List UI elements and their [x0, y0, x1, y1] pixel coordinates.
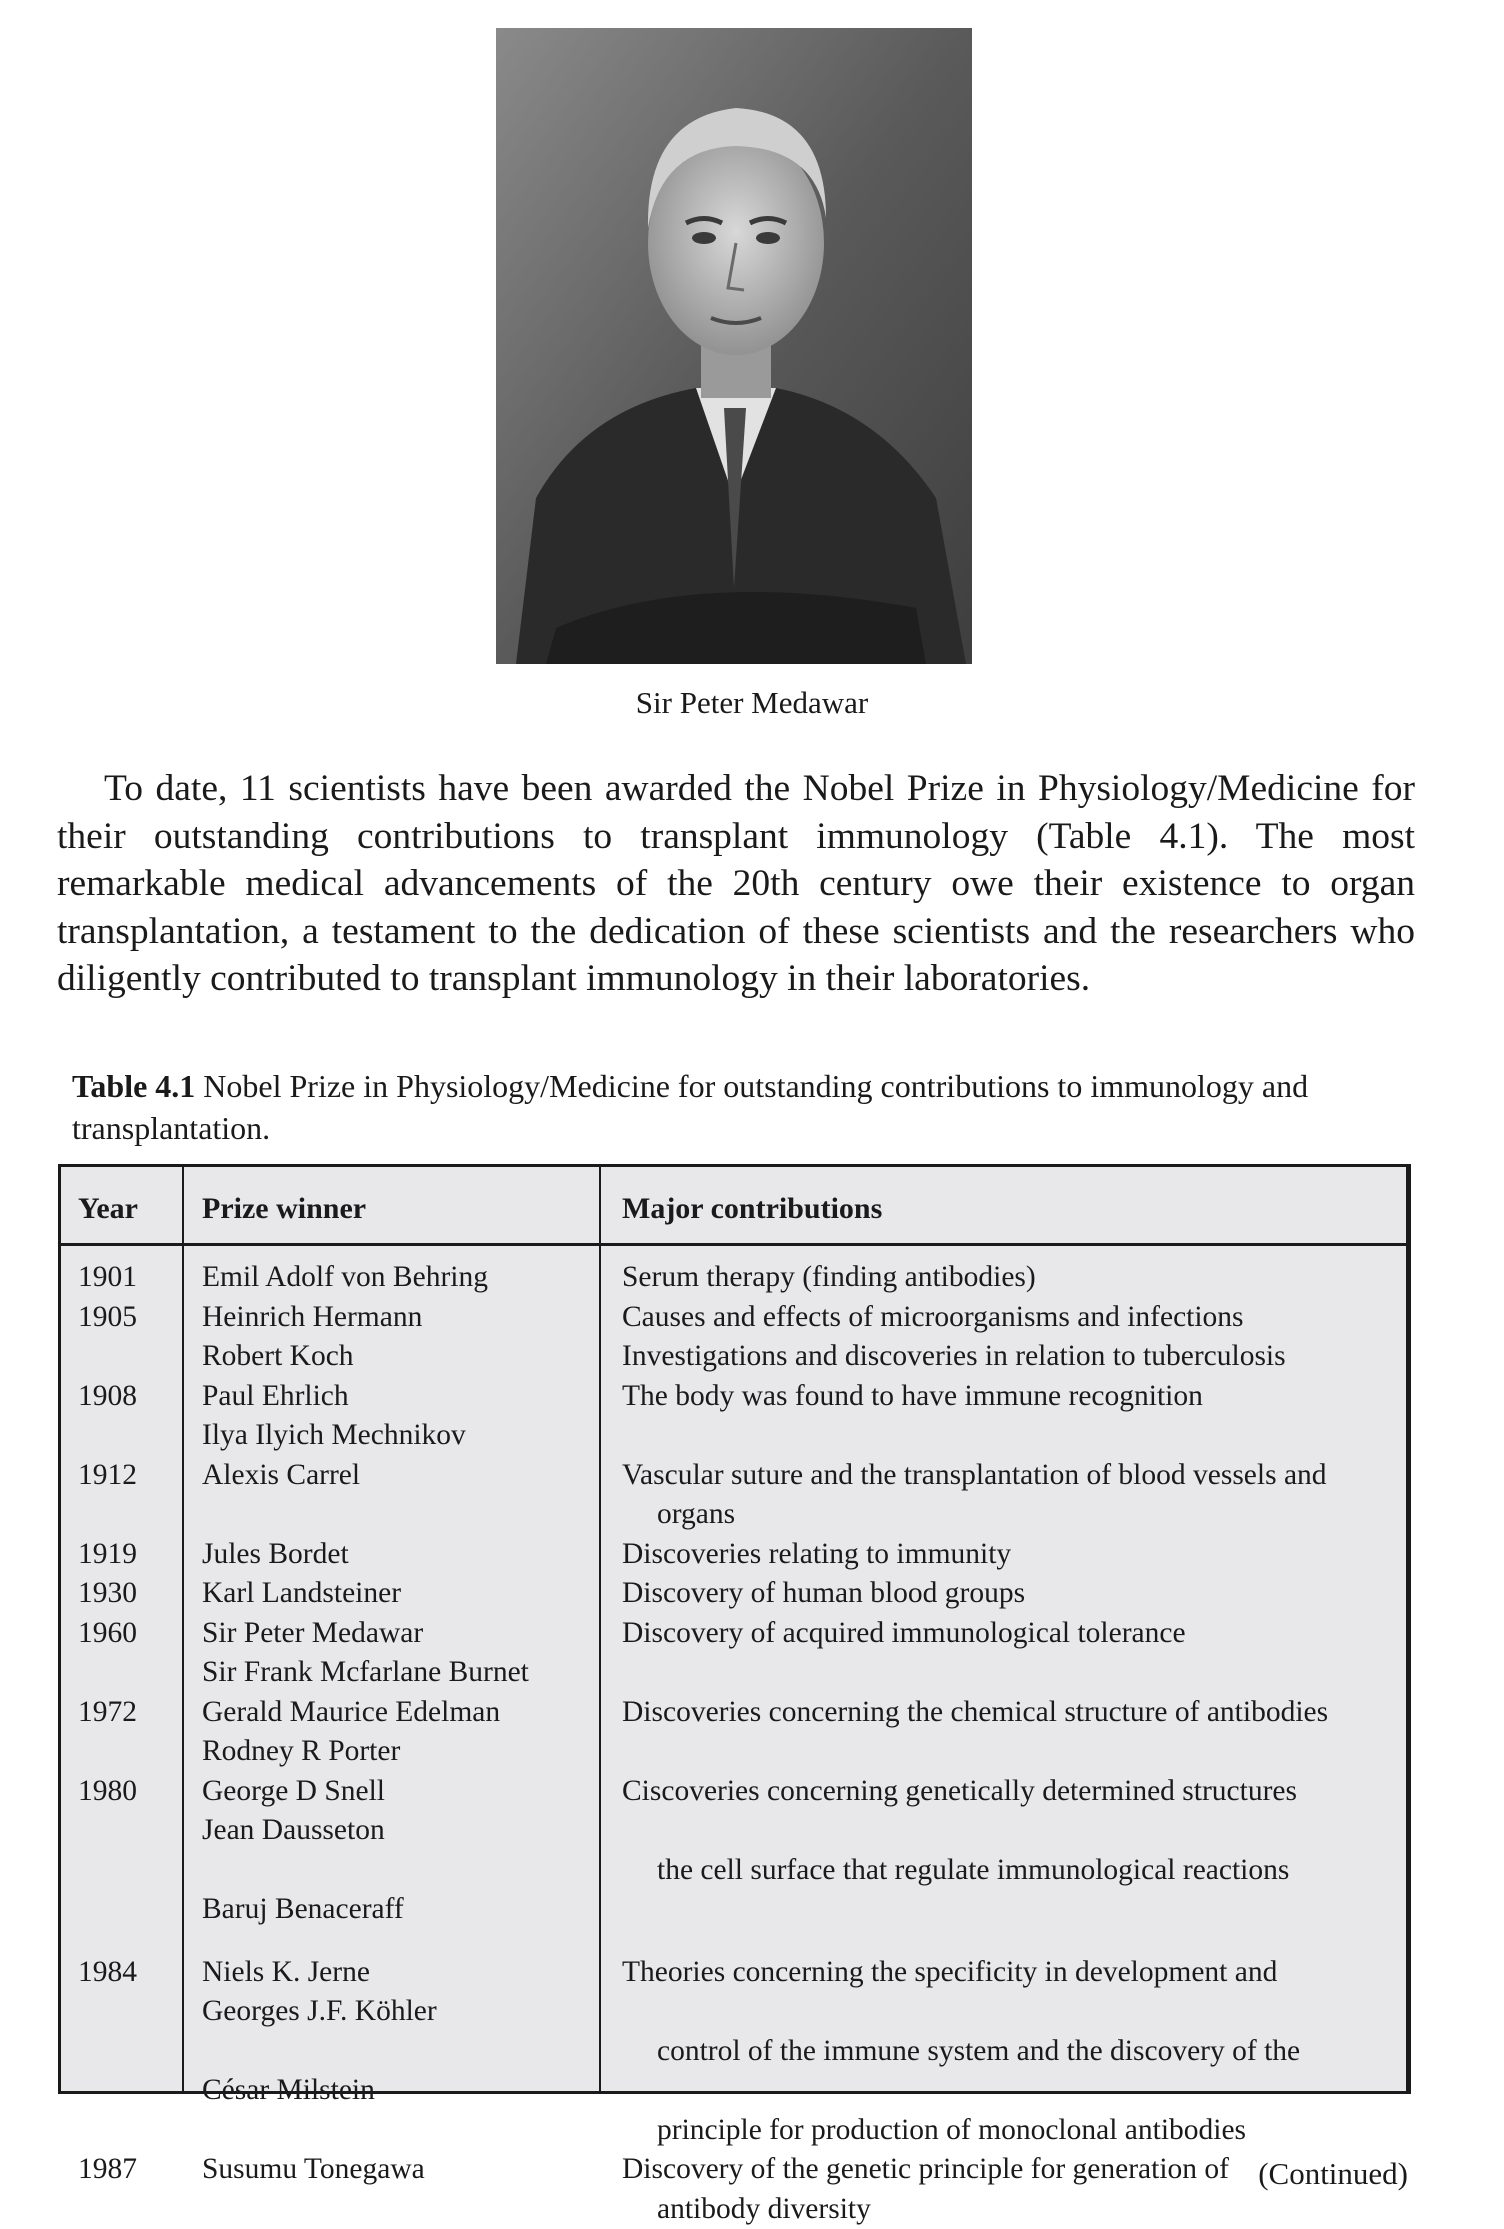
- table-row: [61, 1574, 1406, 1614]
- cell-major-contributions: [622, 1337, 1406, 1377]
- cell-major-contributions: [622, 1377, 1406, 1417]
- table-row: [61, 1693, 1406, 1733]
- cell-major-contributions: [622, 1416, 1406, 1456]
- contribution-line: Ciscoveries concerning genetically determined structures: [622, 1772, 1396, 1812]
- continued-note: (Continued): [1258, 2155, 1408, 2193]
- contribution-line: antibody diversity: [622, 2190, 1396, 2229]
- cell-year: 1919: [78, 1535, 137, 1575]
- contribution-line: Discovery of the genetic principle for generation of: [622, 2150, 1396, 2190]
- contribution-line: [622, 1890, 1396, 1930]
- cell-major-contributions: [622, 1732, 1406, 1772]
- table-row: [61, 1377, 1406, 1417]
- cell-prize-winner: Niels K. Jerne: [202, 1953, 370, 1993]
- contribution-line: Discoveries relating to immunity: [622, 1535, 1396, 1575]
- portrait-illustration: [496, 28, 972, 664]
- cell-prize-winner: Emil Adolf von Behring: [202, 1258, 488, 1298]
- cell-prize-winner: César Milstein: [202, 2071, 375, 2111]
- contribution-line: Theories concerning the specificity in development and: [622, 1953, 1396, 1993]
- table-row: [61, 1337, 1406, 1377]
- table-body: [61, 1258, 1406, 2229]
- cell-prize-winner: Susumu Tonegawa: [202, 2150, 425, 2190]
- contribution-line: The body was found to have immune recognition: [622, 1377, 1396, 1417]
- table-row: [61, 2071, 1406, 2150]
- table-row: [61, 1992, 1406, 2071]
- cell-year: 1960: [78, 1614, 137, 1654]
- cell-prize-winner: Karl Landsteiner: [202, 1574, 401, 1614]
- cell-major-contributions: [622, 2071, 1406, 2150]
- cell-prize-winner: Gerald Maurice Edelman: [202, 1693, 500, 1733]
- header-major-contributions: Major contributions: [622, 1191, 882, 1227]
- contribution-line: Causes and effects of microorganisms and infections: [622, 1298, 1396, 1338]
- cell-prize-winner: Rodney R Porter: [202, 1732, 400, 1772]
- table-row: [61, 1535, 1406, 1575]
- cell-prize-winner: Sir Peter Medawar: [202, 1614, 423, 1654]
- header-prize-winner: Prize winner: [202, 1191, 366, 1227]
- contribution-line: [622, 2071, 1396, 2111]
- table-title: Nobel Prize in Physiology/Medicine for outstanding contributions to immunology and transplantation.: [72, 1068, 1308, 1146]
- cell-major-contributions: [622, 1953, 1406, 1993]
- cell-year: 1901: [78, 1258, 137, 1298]
- cell-major-contributions: [622, 1890, 1406, 1930]
- cell-year: 1984: [78, 1953, 137, 1993]
- cell-prize-winner: Sir Frank Mcfarlane Burnet: [202, 1653, 529, 1693]
- nobel-prize-table: [58, 1164, 1411, 2094]
- cell-prize-winner: George D Snell: [202, 1772, 385, 1812]
- cell-major-contributions: [622, 1614, 1406, 1654]
- contribution-line: organs: [622, 1495, 1396, 1535]
- contribution-line: Investigations and discoveries in relation to tuberculosis: [622, 1337, 1396, 1377]
- contribution-line: Vascular suture and the transplantation of blood vessels and: [622, 1456, 1396, 1496]
- table-row: [61, 1811, 1406, 1890]
- table-label: Table 4.1: [72, 1068, 195, 1104]
- table-row: [61, 1298, 1406, 1338]
- cell-major-contributions: [622, 1811, 1406, 1890]
- cell-year: 1972: [78, 1693, 137, 1733]
- cell-major-contributions: [622, 1574, 1406, 1614]
- table-row: [61, 1456, 1406, 1535]
- contribution-line: Discovery of acquired immunological tolerance: [622, 1614, 1396, 1654]
- cell-year: 1912: [78, 1456, 137, 1496]
- cell-major-contributions: [622, 1258, 1406, 1298]
- header-divider: [61, 1243, 1406, 1246]
- table-row: [61, 1890, 1406, 1930]
- cell-prize-winner: Baruj Benaceraff: [202, 1890, 404, 1930]
- cell-prize-winner: Alexis Carrel: [202, 1456, 360, 1496]
- cell-major-contributions: [622, 1693, 1406, 1733]
- photo-caption: Sir Peter Medawar: [0, 683, 1504, 723]
- table-row: [61, 1732, 1406, 1772]
- cell-major-contributions: [622, 1535, 1406, 1575]
- contribution-line: [622, 1992, 1396, 2032]
- cell-major-contributions: [622, 1456, 1406, 1535]
- cell-major-contributions: [622, 1298, 1406, 1338]
- contribution-line: [622, 1811, 1396, 1851]
- cell-prize-winner: Paul Ehrlich: [202, 1377, 349, 1417]
- cell-year: 1987: [78, 2150, 137, 2190]
- cell-year: 1908: [78, 1377, 137, 1417]
- table-row: [61, 2150, 1406, 2229]
- cell-prize-winner: Heinrich Hermann: [202, 1298, 422, 1338]
- contribution-line: Discovery of human blood groups: [622, 1574, 1396, 1614]
- cell-prize-winner: Robert Koch: [202, 1337, 354, 1377]
- contribution-line: [622, 1416, 1396, 1456]
- cell-year: 1980: [78, 1772, 137, 1812]
- portrait-photo: [496, 28, 972, 664]
- header-year: Year: [78, 1191, 138, 1227]
- table-caption: [72, 1065, 1372, 1149]
- cell-major-contributions: [622, 1772, 1406, 1812]
- cell-year: 1930: [78, 1574, 137, 1614]
- contribution-line: [622, 1732, 1396, 1772]
- table-row: [61, 1653, 1406, 1693]
- cell-prize-winner: Jean Dausseton: [202, 1811, 385, 1851]
- cell-year: 1905: [78, 1298, 137, 1338]
- contribution-line: Discoveries concerning the chemical structure of antibodies: [622, 1693, 1396, 1733]
- cell-major-contributions: [622, 1992, 1406, 2071]
- table-row: [61, 1953, 1406, 1993]
- contribution-line: principle for production of monoclonal antibodies: [622, 2111, 1396, 2151]
- cell-major-contributions: [622, 1653, 1406, 1693]
- contribution-line: the cell surface that regulate immunological reactions: [622, 1851, 1396, 1891]
- table-row: [61, 1772, 1406, 1812]
- contribution-line: Serum therapy (finding antibodies): [622, 1258, 1396, 1298]
- cell-prize-winner: Ilya Ilyich Mechnikov: [202, 1416, 466, 1456]
- cell-prize-winner: Georges J.F. Köhler: [202, 1992, 437, 2032]
- table-row: [61, 1614, 1406, 1654]
- body-paragraph: To date, 11 scientists have been awarded the Nobel Prize in Physiology/Medicine for their outstanding contributions to transplant immunology (Table 4.1). The most remarkable medical advancements of the 20th century owe their existence to organ transplantation, a testament to the dedication of these scientists and the researchers who diligently contributed to transplant immunology in their laboratories.: [57, 765, 1415, 1003]
- cell-prize-winner: Jules Bordet: [202, 1535, 349, 1575]
- table-row: [61, 1416, 1406, 1456]
- table-row: [61, 1258, 1406, 1298]
- contribution-line: control of the immune system and the discovery of the: [622, 2032, 1396, 2072]
- contribution-line: [622, 1653, 1396, 1693]
